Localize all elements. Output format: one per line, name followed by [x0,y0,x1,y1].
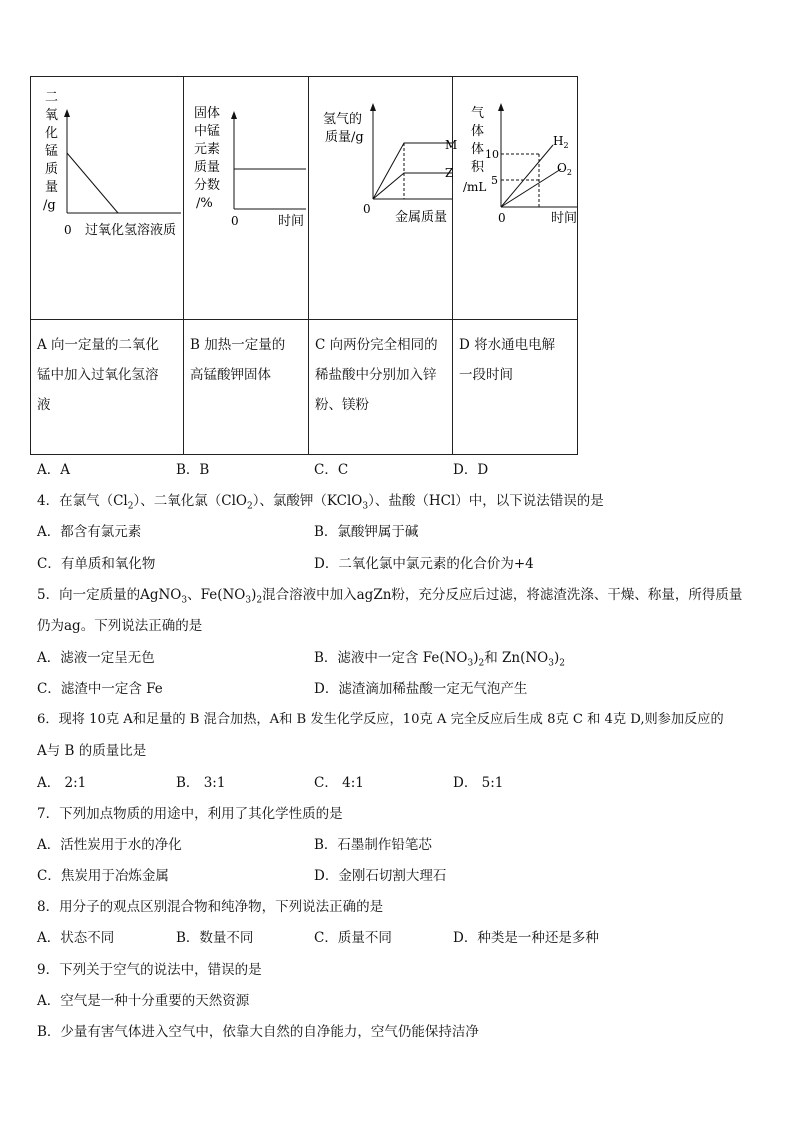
graph-c-xlabel: 金属质量 [395,210,448,225]
caption-c-line-1: C 向两份完全相同的 [315,337,438,353]
q6-option-c: C． 4:1 [314,775,364,791]
q3-option-d: D．D [453,462,489,478]
q3-option-a: A．A [37,462,70,478]
q5-stem: 5．向一定质量的AgNO$_3$、$Fe(NO_3)_2$混合溶液中加入agZn粉，充分反应后过滤，将滤渣洗涤、干燥、称量，所得质量 [37,587,743,606]
q5-option-a: A．滤液一定呈无色 [37,650,155,666]
graph-a-cell [31,77,184,320]
caption-d [453,320,577,390]
q5-option-c: C．滤渣中一定含 Fe [37,681,163,697]
graph-d-line-o2 [501,169,561,207]
graph-a-ylabel-1: 氧 [45,108,59,123]
graph-a-line [67,153,118,213]
graph-b [184,77,308,315]
graph-d-ylabel-1: 体 [471,124,485,139]
graph-a-y-arrow [64,109,70,117]
graph-a-ylabel-6: /g [43,198,56,213]
q4-stem: 4．在氯气$(Cl_2)$、二氧化氯（ClO$_2$）、氯酸钾（KClO$_3$）、盐酸（HCl）中，以下说法错误的是 [37,493,604,512]
graph-a [31,77,183,315]
graph-a-ylabel-2: 化 [45,126,59,141]
q8-option-d: D．种类是一种还是多种 [453,930,599,946]
graph-a-ylabel-0: 二 [45,90,59,105]
caption-b [184,320,308,390]
q9-stem: 9．下列关于空气的说法中，错误的是 [37,962,262,978]
graph-a-xlabel: 过氧化氢溶液质 [85,223,177,238]
caption-c-line-3: 粉、镁粉 [315,397,369,413]
graph-a-ylabel-5: 量 [45,180,59,195]
q8-option-b: B．数量不同 [176,930,254,946]
q7-stem: 7．下列加点物质的用途中，利用了其化学性质的是 [37,806,343,822]
q8-option-c: C．质量不同 [314,930,392,946]
q7-option-c: C．焦炭用于冶炼金属 [37,868,169,884]
graph-b-ylabel-3: 质量 [194,160,221,175]
graph-b-xlabel: 时间 [278,214,305,229]
graph-c-y-arrow [370,103,376,111]
graph-b-origin: 0 [231,214,239,228]
q6-stem-line-2: A与 B 的质量比是 [37,743,147,759]
graph-d-label-o2: $O_2$ [557,161,572,177]
graph-c-cell [309,77,458,320]
caption-a-line-1: A 向一定量的二氧化 [37,337,160,353]
graph-c-line-m [373,143,452,199]
q4-option-a: A．都含有氯元素 [37,524,142,540]
q5-option-d: D．滤渣滴加稀盐酸一定无气泡产生 [314,681,528,697]
caption-b-line-2: 高锰酸钾固体 [190,367,271,383]
caption-a-cell [31,320,184,455]
graph-d-ylabel-2: 体 [471,142,485,157]
q6-option-d: D． 5:1 [453,775,504,791]
q4-option-b: B．氯酸钾属于碱 [314,524,419,540]
q4-option-c: C．有单质和氧化物 [37,556,156,572]
caption-a-line-3: 液 [37,397,51,413]
q6-stem: 6．现将 10克 A和足量的 B 混合加热，A和 B 发生化学反应，10克 A 完全反应后生成 8克 C 和 4克 D,则参加反应的 [37,712,724,727]
q9-option-a: A．空气是一种十分重要的天然资源 [37,993,250,1009]
graph-c-origin: 0 [363,202,371,216]
graph-a-origin: 0 [64,223,72,237]
graph-b-ylabel-5: /% [196,196,213,211]
q8-stem: 8．用分子的观点区别混合物和纯净物，下列说法正确的是 [37,899,384,915]
graph-a-ylabel-4: 质 [45,162,59,177]
caption-c [309,320,452,420]
graph-b-ylabel-0: 固体 [194,106,221,121]
graph-c-ylabel-0: 氢气的 [323,112,363,127]
q3-option-b: B．B [176,462,210,478]
caption-d-line-1: D 将水通电电解 [459,337,556,353]
graph-b-y-arrow [231,111,237,119]
figure-table [30,76,578,455]
q7-option-d: D．金刚石切割大理石 [314,868,447,884]
graph-d-y-arrow [498,103,504,111]
graph-d-xlabel: 时间 [551,211,578,226]
graph-d-tick-10: 10 [485,148,499,161]
graph-b-ylabel-2: 元素 [194,142,221,157]
q5-stem-line-2: 仍为ag。下列说法正确的是 [37,618,203,634]
caption-a [31,320,183,420]
graph-d-ylabel-0: 气 [471,106,485,121]
graph-d-cell [453,77,578,320]
graph-c-mark-m: M [445,138,458,152]
caption-d-line-2: 一段时间 [459,367,513,383]
caption-a-line-2: 锰中加入过氧化氢溶 [37,367,159,383]
q6-option-b: B． 3:1 [176,775,226,791]
caption-d-cell [453,320,578,455]
graph-b-ylabel-1: 中锰 [194,124,221,139]
graph-b-ylabel-4: 分数 [194,178,221,193]
graph-a-ylabel-3: 锰 [45,144,59,159]
q7-option-b: B．石墨制作铅笔芯 [314,837,432,853]
graph-c-mark-z: Z [445,166,454,180]
caption-c-line-2: 稀盐酸中分别加入锌 [315,367,437,383]
caption-b-line-1: B 加热一定量的 [190,337,286,353]
graph-d-tick-5: 5 [491,174,498,187]
q4-option-d: D．二氧化氯中氯元素的化合价为+4 [314,556,534,572]
caption-c-cell [309,320,453,455]
q9-option-b: B．少量有害气体进入空气中，依靠大自然的自净能力，空气仍能保持洁净 [37,1024,479,1040]
q3-option-c: C．C [314,462,349,478]
graph-d-ylabel-4: /mL [463,180,487,194]
graph-c-ylabel-1: 质量/g [325,130,364,145]
q6-option-a: A． 2:1 [37,775,87,791]
graph-d-origin: 0 [498,211,506,225]
q7-option-a: A．活性炭用于水的净化 [37,837,182,853]
graph-c [309,77,458,315]
q8-option-a: A．状态不同 [37,930,115,946]
graph-d-ylabel-3: 积 [471,160,485,175]
graph-d [453,77,577,315]
caption-b-cell [184,320,309,455]
graph-b-cell [184,77,309,320]
q5-option-b: B．滤液中一定含 $Fe(NO_3)_2$和 $Zn(NO_3)_2$ [314,650,565,669]
graph-d-label-h2: $H_2$ [553,134,569,150]
